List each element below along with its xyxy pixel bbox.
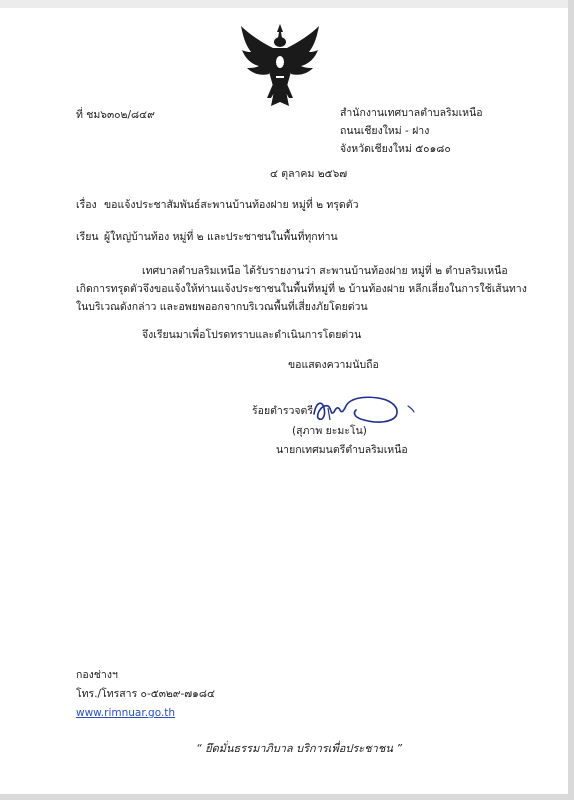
page-right-border	[568, 0, 574, 800]
body-line-1: เทศบาลตำบลริมเหนือ ได้รับรายงานว่า สะพานบ้านท้องฝาย หมู่ที่ ๒ ตำบลริมเหนือ	[142, 265, 508, 277]
body-line-2: เกิดการทรุดตัวจึงขอแจ้งให้ท่านแจ้งประชาชนในพื้นที่หมู่ที่ ๒ บ้านท้องฝาย หลีกเลี่ยงในการใช้เส้นทาง	[76, 283, 527, 295]
footer-motto: “ ยึดมั่นธรรมาภิบาล บริการเพื่อประชาชน ”	[196, 742, 403, 755]
sign-off: ขอแสดงความนับถือ	[288, 359, 379, 371]
salutation-text: ผู้ใหญ่บ้านท้อง หมู่ที่ ๒ และประชาชนในพื้นที่ทุกท่าน	[104, 231, 338, 243]
signature-mark	[308, 392, 428, 428]
website-link[interactable]: www.rimnuar.go.th	[76, 707, 176, 719]
office-province: จังหวัดเชียงใหม่ ๕๐๑๘๐	[340, 143, 451, 155]
letter-date: ๔ ตุลาคม ๒๕๖๗	[270, 168, 348, 180]
page-bottom-border	[0, 794, 574, 800]
page-top-border	[0, 0, 574, 8]
salutation-label: เรียน	[76, 231, 99, 243]
signer-position: นายกเทศมนตรีตำบลริมเหนือ	[276, 444, 408, 456]
signer-rank: ร้อยตำรวจตรี	[252, 405, 313, 417]
footer-division: กองช่างฯ	[76, 669, 118, 681]
office-road: ถนนเชียงใหม่ - ฝาง	[340, 125, 430, 137]
footer-phone: โทร./โทรสาร ๐-๕๓๒๙-๗๑๘๔	[76, 688, 215, 700]
body-line-3: ในบริเวณดังกล่าว และอพยพออกจากบริเวณพื้นที่เสี่ยงภัยโดยด่วน	[76, 301, 368, 313]
subject-text: ขอแจ้งประชาสัมพันธ์สะพานบ้านท้องฝาย หมู่ที่ ๒ ทรุดตัว	[104, 199, 359, 211]
closing-paragraph: จึงเรียนมาเพื่อโปรดทราบและดำเนินการโดยด่วน	[142, 329, 362, 341]
garuda-emblem-icon	[239, 22, 321, 110]
document-number: ที่ ชม๖๓๐๒/๘๔๙	[76, 109, 155, 121]
office-name: สำนักงานเทศบาลตำบลริมเหนือ	[340, 107, 483, 119]
subject-label: เรื่อง	[76, 199, 97, 211]
signer-name: (สุภาพ ยะมะโน)	[292, 425, 367, 437]
